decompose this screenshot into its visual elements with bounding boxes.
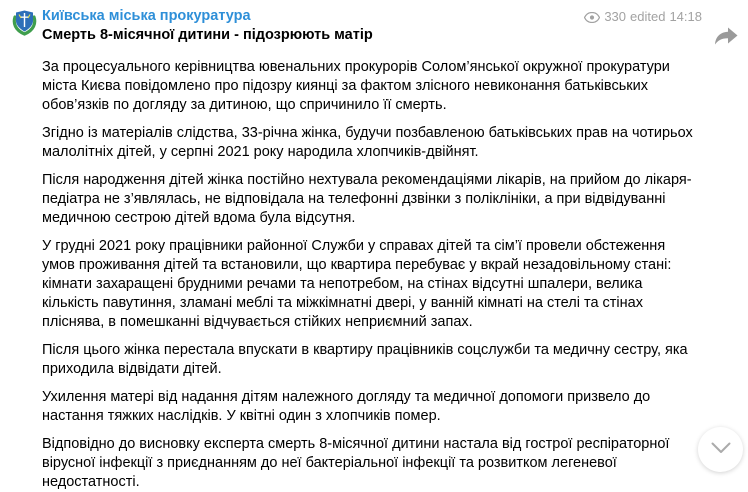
post-paragraph: Після народження дітей жінка постійно нехтувала рекомендаціями лікарів, на прийом до лікаря-педіатра не з’являлась, не відповідала на телефонні дзвінки з поліклініки, а при відвідуванні медичною сестрою дітей вдома була відсутня. [42,172,692,226]
scroll-to-bottom-button[interactable] [698,427,743,472]
post-paragraph: Відповідно до висновку експерта смерть 8-місячної дитини настала від гострої респіраторної вірусної інфекції з приєднанням до неї бактеріальної інфекції та розвитком легеневої недостатності. [42,436,670,490]
post-body [42,58,702,492]
message-time: 14:18 [669,9,702,24]
post-paragraph: Згідно із матеріалів слідства, 33-річна жінка, будучи позбавленою батьківських прав на чотирьох малолітніх дітей, у серпні 2021 року народила хлопчиків-двійнят. [42,125,693,160]
share-forward-arrow-icon [714,27,738,50]
message-header [42,8,702,25]
eye-icon [584,12,600,23]
share-button[interactable] [712,27,740,49]
post-paragraph: За процесуального керівництва ювенальних прокурорів Солом’янської окружної прокуратури міста Києва повідомлено про підозру киянці за фактом злісного невиконання батьківських обов’язків по догляду за дитиною, що спричинило її смерть. [42,59,670,113]
channel-name[interactable]: Київська міська прокуратура [42,8,251,24]
message-meta [584,9,702,25]
views-count: 330 [604,9,627,24]
post-paragraph: Після цього жінка перестала впускати в квартиру працівників соцслужби та медичну сестру, яка приходила відвідати дітей. [42,342,688,377]
chevron-down-icon [711,441,731,459]
prosecutor-emblem-icon [12,9,37,36]
post-paragraph: Ухилення матері від надання дітям належного догляду та медичної допомоги призвело до настання тяжких наслідків. У квітні один з хлопчиків помер. [42,389,651,424]
post-title: Смерть 8-місячної дитини - підозрюють матір [42,27,373,43]
channel-avatar[interactable] [12,9,37,36]
edited-label: edited [630,9,666,24]
post-paragraph: У грудні 2021 року працівники районної Служби у справах дітей та сім’ї провели обстеження умов проживання дітей та встановили, що квартира перебуває у вкрай незадовільному стані: кімнати захаращені брудними речами та непотребом, на стінах відсутні шпалери, велика кількість павутиння, зламані меблі та міжкімнатні двері, у ванній кімнаті на стелі та стінах пліснява, в помешканні відчувається стійких неприємний запах. [42,238,672,330]
